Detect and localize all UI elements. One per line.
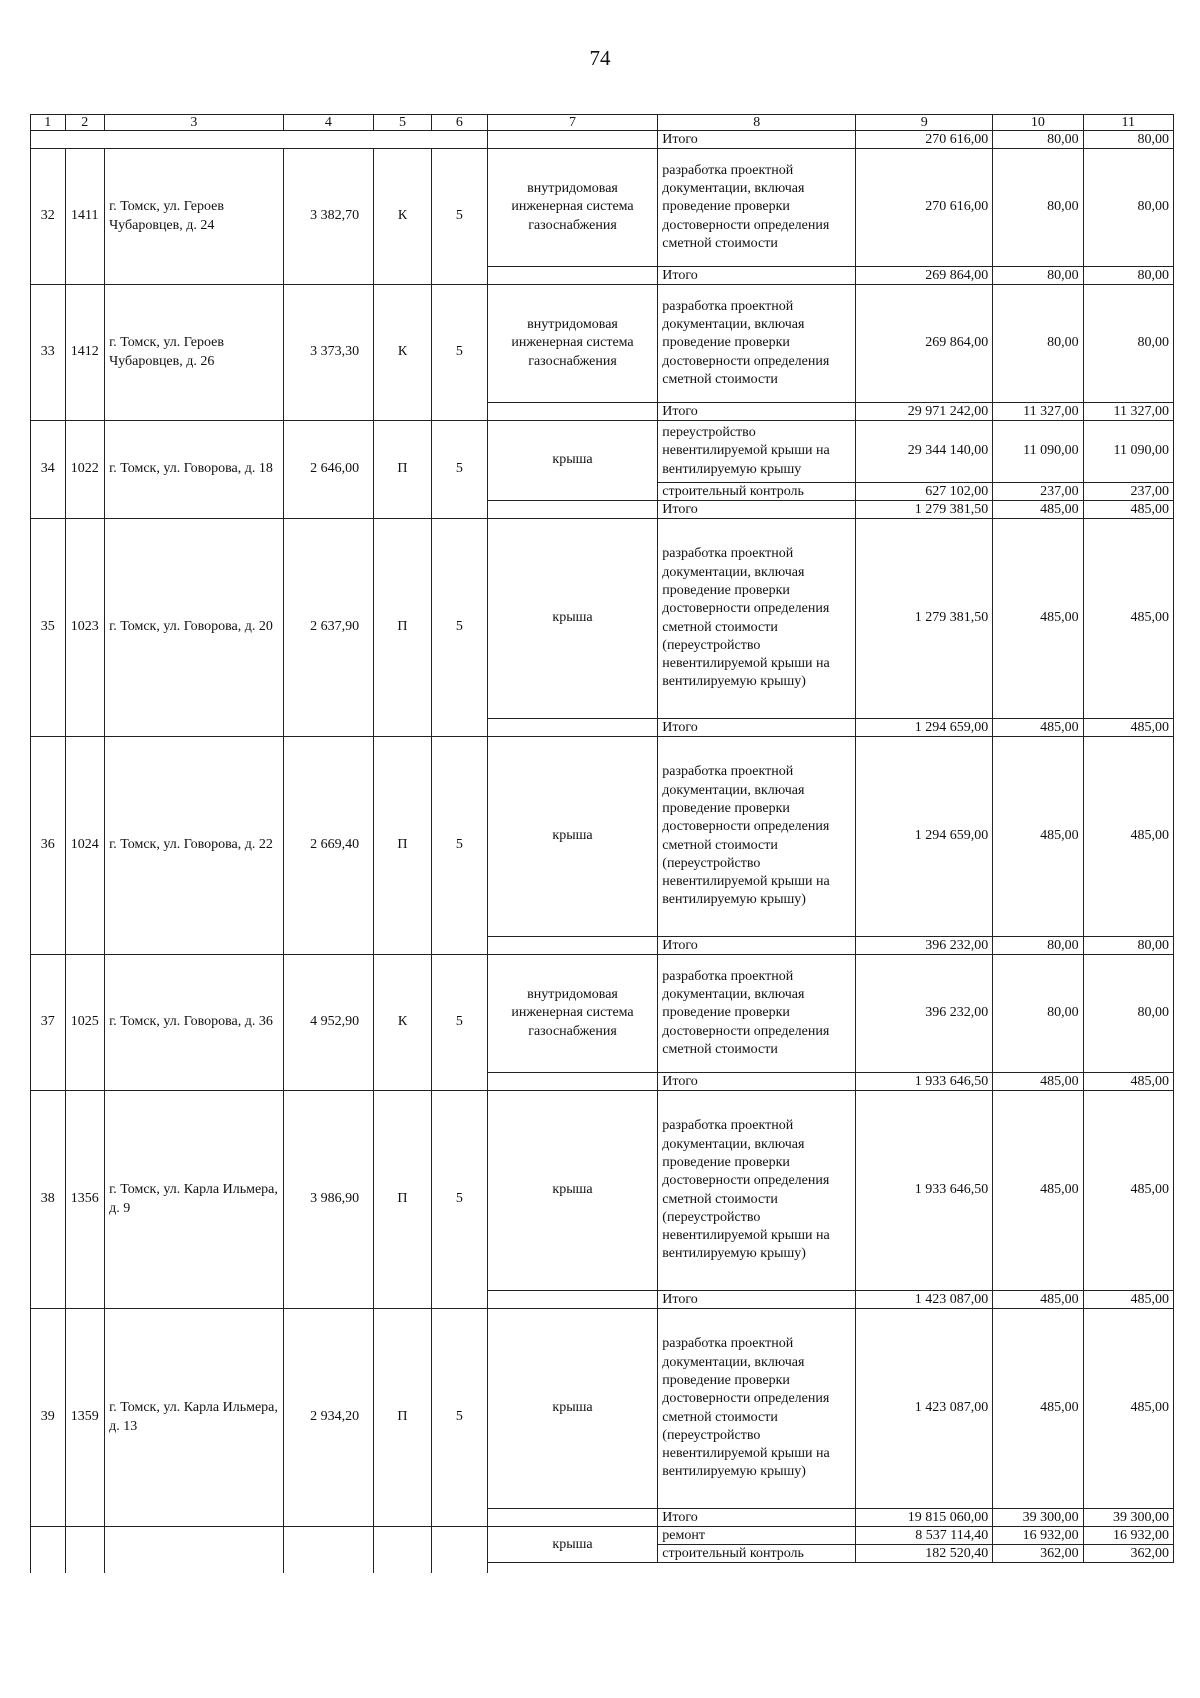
header-cell: 11 [1083, 115, 1173, 131]
subtotal-label: Итого [658, 937, 856, 955]
subtotal-label: Итого [658, 131, 856, 149]
cost-col10: 237,00 [993, 483, 1083, 501]
material-code: К [374, 955, 432, 1091]
subtotal-col11: 485,00 [1083, 1291, 1173, 1309]
house-address: г. Томск, ул. Говорова, д. 36 [105, 955, 284, 1091]
empty-cell [283, 1527, 373, 1563]
subtotal-sum: 29 971 242,00 [856, 403, 993, 421]
cost-total: 270 616,00 [856, 149, 993, 267]
subtotal-blank-cell [487, 501, 658, 519]
material-code: К [374, 285, 432, 421]
cost-col10: 485,00 [993, 1309, 1083, 1509]
house-row [31, 149, 1174, 267]
subtotal-label: Итого [658, 501, 856, 519]
row-number: 38 [31, 1091, 66, 1309]
cost-total: 1 279 381,50 [856, 519, 993, 719]
floors: 5 [431, 955, 487, 1091]
house-area: 2 646,00 [283, 421, 373, 519]
cost-total: 1 933 646,50 [856, 1091, 993, 1291]
house-id: 1024 [65, 737, 105, 955]
system-type: внутридомовая инженерная система газоснабжения [487, 285, 658, 403]
empty-cell [31, 131, 488, 149]
cost-col10: 485,00 [993, 1091, 1083, 1291]
header-cell: 8 [658, 115, 856, 131]
house-row [31, 519, 1174, 719]
system-type: внутридомовая инженерная система газоснабжения [487, 149, 658, 267]
subtotal-label: Итого [658, 1073, 856, 1091]
cost-total: 8 537 114,40 [856, 1527, 993, 1545]
row-number: 37 [31, 955, 66, 1091]
empty-cell [105, 1563, 284, 1573]
subtotal-sum: 1 423 087,00 [856, 1291, 993, 1309]
subtotal-blank-cell [487, 1073, 658, 1091]
cost-col10: 362,00 [993, 1545, 1083, 1563]
house-area: 2 637,90 [283, 519, 373, 737]
header-cell: 9 [856, 115, 993, 131]
subtotal-blank-cell [487, 267, 658, 285]
header-cell: 4 [283, 115, 373, 131]
empty-cell [65, 1527, 105, 1563]
cost-col10: 485,00 [993, 519, 1083, 719]
continuation-row [31, 1527, 1174, 1545]
cost-col10: 485,00 [993, 737, 1083, 937]
subtotal-col11: 485,00 [1083, 1073, 1173, 1091]
work-description: разработка проектной документации, включая проведение проверки достоверности определения сметной стоимости (переустройство невентилируемой крыши на вентилируемую крышу) [658, 737, 856, 937]
subtotal-col10: 11 327,00 [993, 403, 1083, 421]
work-description: ремонт [658, 1527, 856, 1545]
empty-cell [65, 1563, 105, 1573]
row-number: 32 [31, 149, 66, 285]
subtotal-sum: 396 232,00 [856, 937, 993, 955]
cost-col10: 80,00 [993, 955, 1083, 1073]
house-row [31, 421, 1174, 483]
subtotal-label: Итого [658, 267, 856, 285]
floors: 5 [431, 519, 487, 737]
empty-cell [431, 1563, 487, 1573]
cost-total: 627 102,00 [856, 483, 993, 501]
cost-col11: 80,00 [1083, 149, 1173, 267]
header-cell: 3 [105, 115, 284, 131]
system-type: крыша [487, 519, 658, 719]
house-area: 2 669,40 [283, 737, 373, 955]
subtotal-col10: 485,00 [993, 1073, 1083, 1091]
subtotal-row [31, 131, 1174, 149]
row-number: 33 [31, 285, 66, 421]
subtotal-col11: 485,00 [1083, 719, 1173, 737]
cost-col11: 485,00 [1083, 519, 1173, 719]
row-number: 36 [31, 737, 66, 955]
subtotal-label: Итого [658, 1291, 856, 1309]
cost-total: 182 520,40 [856, 1545, 993, 1563]
house-area: 3 373,30 [283, 285, 373, 421]
empty-cell [31, 1563, 66, 1573]
page-number: 74 [589, 46, 611, 70]
subtotal-col11: 80,00 [1083, 267, 1173, 285]
subtotal-label: Итого [658, 403, 856, 421]
cost-col11: 16 932,00 [1083, 1527, 1173, 1545]
subtotal-col10: 485,00 [993, 1291, 1083, 1309]
work-description: разработка проектной документации, включая проведение проверки достоверности определения сметной стоимости [658, 149, 856, 267]
cost-col11: 80,00 [1083, 285, 1173, 403]
work-description: строительный контроль [658, 1545, 856, 1563]
work-description: разработка проектной документации, включая проведение проверки достоверности определения сметной стоимости [658, 285, 856, 403]
row-number: 34 [31, 421, 66, 519]
subtotal-col11: 80,00 [1083, 937, 1173, 955]
empty-cell [431, 1527, 487, 1563]
house-row [31, 285, 1174, 403]
floors: 5 [431, 285, 487, 421]
work-schedule-table [30, 114, 1174, 1573]
cost-col11: 485,00 [1083, 1309, 1173, 1509]
house-address: г. Томск, ул. Говорова, д. 22 [105, 737, 284, 955]
header-cell: 7 [487, 115, 658, 131]
empty-cell [105, 1527, 284, 1563]
cost-col11: 11 090,00 [1083, 421, 1173, 483]
floors: 5 [431, 149, 487, 285]
continuation-tail-space [31, 1563, 1174, 1573]
material-code: П [374, 1091, 432, 1309]
subtotal-sum: 269 864,00 [856, 267, 993, 285]
cost-col11: 362,00 [1083, 1545, 1173, 1563]
subtotal-blank-cell [487, 131, 658, 149]
subtotal-sum: 1 279 381,50 [856, 501, 993, 519]
house-area: 2 934,20 [283, 1309, 373, 1527]
cost-col10: 16 932,00 [993, 1527, 1083, 1545]
empty-cell [374, 1527, 432, 1563]
house-area: 3 382,70 [283, 149, 373, 285]
house-id: 1023 [65, 519, 105, 737]
cost-col10: 80,00 [993, 285, 1083, 403]
floors: 5 [431, 1309, 487, 1527]
house-address: г. Томск, ул. Говорова, д. 18 [105, 421, 284, 519]
header-cell: 5 [374, 115, 432, 131]
system-type: внутридомовая инженерная система газоснабжения [487, 955, 658, 1073]
house-row [31, 1309, 1174, 1509]
subtotal-blank-cell [487, 719, 658, 737]
work-description: разработка проектной документации, включая проведение проверки достоверности определения сметной стоимости (переустройство невентилируемой крыши на вентилируемую крышу) [658, 519, 856, 719]
subtotal-sum: 1 294 659,00 [856, 719, 993, 737]
material-code: П [374, 1309, 432, 1527]
subtotal-col10: 80,00 [993, 131, 1083, 149]
work-description: разработка проектной документации, включая проведение проверки достоверности определения сметной стоимости [658, 955, 856, 1073]
cost-col11: 237,00 [1083, 483, 1173, 501]
work-description: разработка проектной документации, включая проведение проверки достоверности определения сметной стоимости (переустройство невентилируемой крыши на вентилируемую крышу) [658, 1309, 856, 1509]
row-number: 39 [31, 1309, 66, 1527]
subtotal-blank-cell [487, 937, 658, 955]
cost-col10: 80,00 [993, 149, 1083, 267]
empty-cell [374, 1563, 432, 1573]
subtotal-blank-cell [487, 1291, 658, 1309]
house-address: г. Томск, ул. Карла Ильмера, д. 13 [105, 1309, 284, 1527]
cost-total: 269 864,00 [856, 285, 993, 403]
house-id: 1022 [65, 421, 105, 519]
house-id: 1025 [65, 955, 105, 1091]
header-cell: 6 [431, 115, 487, 131]
header-cell: 2 [65, 115, 105, 131]
subtotal-label: Итого [658, 1509, 856, 1527]
work-description: разработка проектной документации, включая проведение проверки достоверности определения сметной стоимости (переустройство невентилируемой крыши на вентилируемую крышу) [658, 1091, 856, 1291]
column-number-row [31, 115, 1174, 131]
house-row [31, 737, 1174, 937]
house-row [31, 955, 1174, 1073]
house-id: 1412 [65, 285, 105, 421]
cost-total: 1 423 087,00 [856, 1309, 993, 1509]
subtotal-label: Итого [658, 719, 856, 737]
subtotal-col11: 11 327,00 [1083, 403, 1173, 421]
cost-col11: 485,00 [1083, 737, 1173, 937]
empty-cell [487, 1563, 1173, 1573]
system-type: крыша [487, 737, 658, 937]
subtotal-col10: 485,00 [993, 501, 1083, 519]
subtotal-blank-cell [487, 1509, 658, 1527]
cost-total: 1 294 659,00 [856, 737, 993, 937]
table-body [31, 115, 1174, 1573]
house-address: г. Томск, ул. Карла Ильмера, д. 9 [105, 1091, 284, 1309]
subtotal-col11: 80,00 [1083, 131, 1173, 149]
material-code: К [374, 149, 432, 285]
floors: 5 [431, 421, 487, 519]
subtotal-col10: 39 300,00 [993, 1509, 1083, 1527]
material-code: П [374, 519, 432, 737]
floors: 5 [431, 737, 487, 955]
empty-cell [283, 1563, 373, 1573]
empty-cell [31, 1527, 66, 1563]
cost-total: 29 344 140,00 [856, 421, 993, 483]
subtotal-blank-cell [487, 403, 658, 421]
subtotal-col10: 485,00 [993, 719, 1083, 737]
subtotal-sum: 19 815 060,00 [856, 1509, 993, 1527]
subtotal-col10: 80,00 [993, 267, 1083, 285]
header-cell: 10 [993, 115, 1083, 131]
system-type: крыша [487, 1527, 658, 1563]
row-number: 35 [31, 519, 66, 737]
floors: 5 [431, 1091, 487, 1309]
house-address: г. Томск, ул. Героев Чубаровцев, д. 26 [105, 285, 284, 421]
cost-total: 396 232,00 [856, 955, 993, 1073]
system-type: крыша [487, 1091, 658, 1291]
house-address: г. Томск, ул. Героев Чубаровцев, д. 24 [105, 149, 284, 285]
cost-col10: 11 090,00 [993, 421, 1083, 483]
house-id: 1411 [65, 149, 105, 285]
house-area: 4 952,90 [283, 955, 373, 1091]
house-row [31, 1091, 1174, 1291]
material-code: П [374, 421, 432, 519]
cost-col11: 485,00 [1083, 1091, 1173, 1291]
subtotal-sum: 270 616,00 [856, 131, 993, 149]
house-id: 1359 [65, 1309, 105, 1527]
work-description: переустройство невентилируемой крыши на вентилируемую крышу [658, 421, 856, 483]
system-type: крыша [487, 421, 658, 501]
subtotal-col11: 485,00 [1083, 501, 1173, 519]
subtotal-sum: 1 933 646,50 [856, 1073, 993, 1091]
system-type: крыша [487, 1309, 658, 1509]
house-area: 3 986,90 [283, 1091, 373, 1309]
material-code: П [374, 737, 432, 955]
header-cell: 1 [31, 115, 66, 131]
house-id: 1356 [65, 1091, 105, 1309]
work-description: строительный контроль [658, 483, 856, 501]
subtotal-col11: 39 300,00 [1083, 1509, 1173, 1527]
house-address: г. Томск, ул. Говорова, д. 20 [105, 519, 284, 737]
cost-col11: 80,00 [1083, 955, 1173, 1073]
subtotal-col10: 80,00 [993, 937, 1083, 955]
